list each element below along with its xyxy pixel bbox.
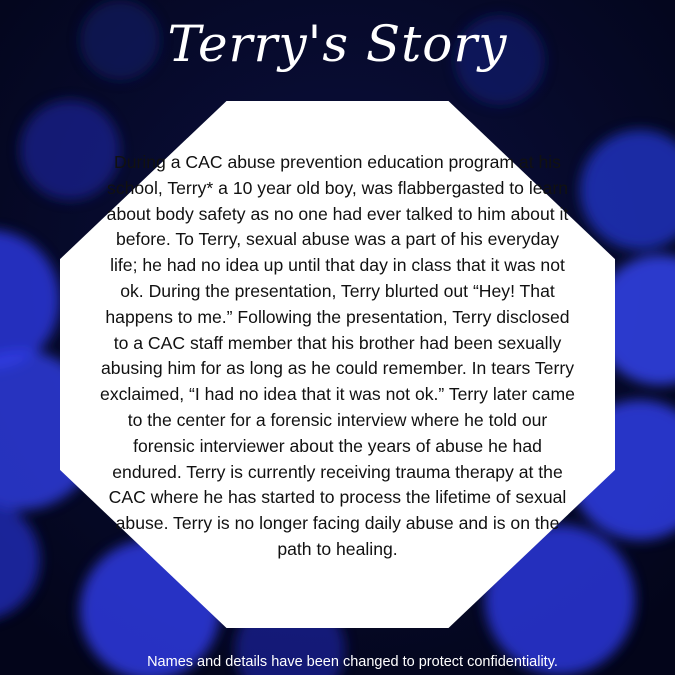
story-text: During a CAC abuse prevention education program at his school, Terry* a 10 year old boy, was flabbergasted to learn about body safety as no one had ever talked to him about it before. To Terry, sexual abuse was a part of his everyday life; he had no idea up until that day in class that it was not ok. During the presentation, Terry blurted out “Hey! That happens to me.” Following the presentation, Terry disclosed to a CAC staff member that his brother had been sexually abusing him for as long as he could remember. In tears Terry exclaimed, “I had no idea that it was not ok.” Terry later came to the center for a forensic interview where he told our forensic interviewer about the years of abuse he had endured. Terry is currently receiving trauma therapy at the CAC where he has started to process the lifetime of sexual abuse. Terry is no longer facing daily abuse and is on the path to healing. xyxy=(100,152,575,559)
page-title: Terry's Story xyxy=(167,15,508,73)
confidentiality-note: Names and details have been changed to protect confidentiality. xyxy=(147,654,558,670)
